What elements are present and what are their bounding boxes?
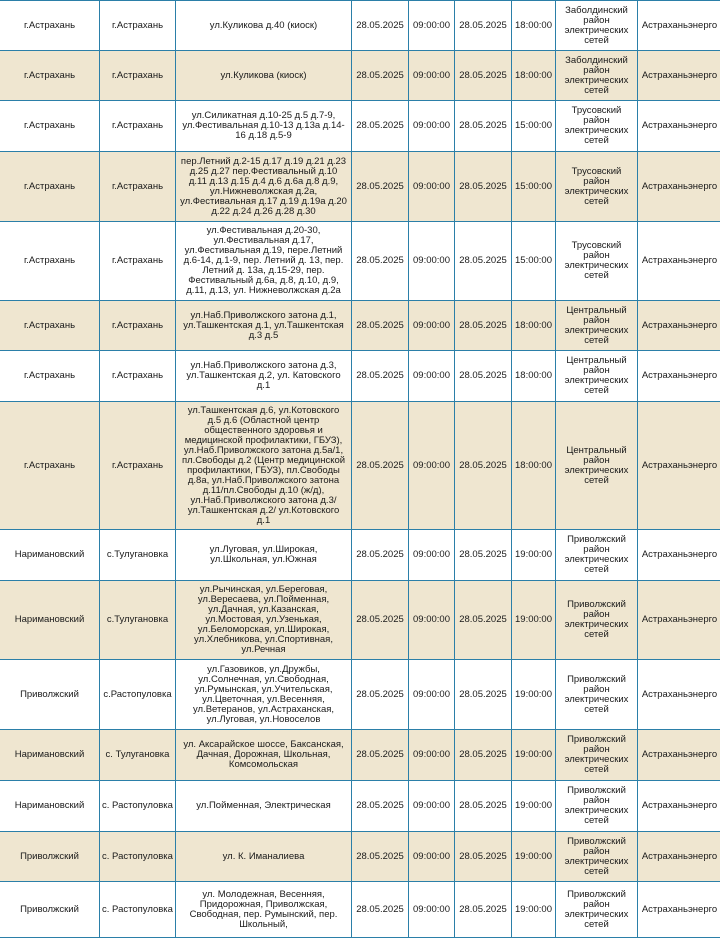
table-row (0, 832, 720, 882)
end-time-cell: 19:00:00 (512, 730, 556, 781)
district-cell: Приволжский (0, 882, 100, 938)
table-row (0, 660, 720, 730)
district-cell: г.Астрахань (0, 101, 100, 152)
settlement-cell: г.Астрахань (100, 51, 176, 101)
settlement-cell: г.Астрахань (100, 301, 176, 351)
org-cell: Астраханьэнерго (638, 301, 720, 351)
res-cell: Заболдинский район электрических сетей (556, 1, 638, 51)
district-cell: г.Астрахань (0, 51, 100, 101)
end-date-cell: 28.05.2025 (455, 882, 512, 938)
start-date-cell: 28.05.2025 (352, 882, 409, 938)
district-cell: г.Астрахань (0, 1, 100, 51)
res-cell: Приволжский район электрических сетей (556, 660, 638, 730)
address-cell: ул.Ташкентская д.6, ул.Котовского д.5 д.6 (Областной центр общественного здоровья и медицинской профилактики, ГБУЗ), ул.Наб.Приволжского затона д.5а/1, пл.Свободы д.2 (Центр медицинской профилактики, ГБУЗ), пл.Свободы д.8а, ул.Наб.Приволжского затона д.11/пл.Свободы д.10 (ж/д), ул.Наб.Приволжского затона д.3/ ул.Ташкентская д.2/ ул.Котовского д.1 (176, 402, 352, 530)
start-time-cell: 09:00:00 (409, 101, 455, 152)
address-cell: ул.Куликова д.40 (киоск) (176, 1, 352, 51)
end-time-cell: 18:00:00 (512, 402, 556, 530)
org-cell: Астраханьэнерго (638, 581, 720, 660)
address-cell: пер.Летний д.2-15 д.17 д.19 д.21 д.23 д.25 д.27 пер.Фестивальный д.10 д.11 д.13 д.15 д.4 д.6 д.6а д.8 д.9, ул.Нижневолжская д.2а, ул.Фестивальная д.17 д.19 д.19а д.20 д.22 д.24 д.26 д.28 д.30 (176, 152, 352, 222)
table-row (0, 581, 720, 660)
district-cell: Наримановский (0, 781, 100, 832)
start-time-cell: 09:00:00 (409, 530, 455, 581)
table-row (0, 222, 720, 301)
end-date-cell: 28.05.2025 (455, 222, 512, 301)
settlement-cell: с. Растопуловка (100, 781, 176, 832)
start-time-cell: 09:00:00 (409, 781, 455, 832)
settlement-cell: г.Астрахань (100, 351, 176, 402)
end-date-cell: 28.05.2025 (455, 351, 512, 402)
table-row (0, 101, 720, 152)
org-cell: Астраханьэнерго (638, 222, 720, 301)
end-time-cell: 18:00:00 (512, 1, 556, 51)
res-cell: Заболдинский район электрических сетей (556, 51, 638, 101)
settlement-cell: с.Тулугановка (100, 581, 176, 660)
res-cell: Приволжский район электрических сетей (556, 730, 638, 781)
start-time-cell: 09:00:00 (409, 402, 455, 530)
start-time-cell: 09:00:00 (409, 152, 455, 222)
end-date-cell: 28.05.2025 (455, 581, 512, 660)
table-row (0, 1, 720, 51)
address-cell: ул. К. Иманалиева (176, 832, 352, 882)
start-time-cell: 09:00:00 (409, 581, 455, 660)
address-cell: ул.Рычинская, ул.Береговая, ул.Вересаева, ул.Пойменная, ул.Дачная, ул.Казанская, ул.Мостовая, ул.Узенькая, ул.Беломорская, ул.Широкая, ул.Хлебникова, ул.Спортивная, ул.Речная (176, 581, 352, 660)
start-date-cell: 28.05.2025 (352, 581, 409, 660)
end-time-cell: 15:00:00 (512, 222, 556, 301)
start-time-cell: 09:00:00 (409, 351, 455, 402)
district-cell: Наримановский (0, 581, 100, 660)
res-cell: Трусовский район электрических сетей (556, 152, 638, 222)
end-date-cell: 28.05.2025 (455, 1, 512, 51)
settlement-cell: с. Растопуловка (100, 882, 176, 938)
end-time-cell: 18:00:00 (512, 301, 556, 351)
end-date-cell: 28.05.2025 (455, 152, 512, 222)
start-time-cell: 09:00:00 (409, 882, 455, 938)
end-time-cell: 15:00:00 (512, 152, 556, 222)
settlement-cell: г.Астрахань (100, 152, 176, 222)
end-date-cell: 28.05.2025 (455, 832, 512, 882)
table-row (0, 402, 720, 530)
address-cell: ул. Молодежная, Весенняя, Придорожная, Приволжская, Свободная, пер. Румынский, пер. Школьный, (176, 882, 352, 938)
res-cell: Приволжский район электрических сетей (556, 882, 638, 938)
org-cell: Астраханьэнерго (638, 781, 720, 832)
res-cell: Приволжский район электрических сетей (556, 530, 638, 581)
table-row (0, 882, 720, 938)
end-time-cell: 19:00:00 (512, 530, 556, 581)
district-cell: г.Астрахань (0, 301, 100, 351)
table-row (0, 781, 720, 832)
end-time-cell: 18:00:00 (512, 51, 556, 101)
org-cell: Астраханьэнерго (638, 660, 720, 730)
end-date-cell: 28.05.2025 (455, 660, 512, 730)
org-cell: Астраханьэнерго (638, 101, 720, 152)
district-cell: г.Астрахань (0, 222, 100, 301)
address-cell: ул.Луговая, ул.Широкая, ул.Школьная, ул.Южная (176, 530, 352, 581)
org-cell: Астраханьэнерго (638, 351, 720, 402)
start-date-cell: 28.05.2025 (352, 51, 409, 101)
org-cell: Астраханьэнерго (638, 152, 720, 222)
start-time-cell: 09:00:00 (409, 660, 455, 730)
settlement-cell: с. Тулугановка (100, 730, 176, 781)
table-row (0, 730, 720, 781)
district-cell: Наримановский (0, 730, 100, 781)
start-date-cell: 28.05.2025 (352, 101, 409, 152)
res-cell: Центральный район электрических сетей (556, 402, 638, 530)
start-date-cell: 28.05.2025 (352, 781, 409, 832)
address-cell: ул.Наб.Приволжского затона д.1, ул.Ташкентская д.1, ул.Ташкентская д.3 д.5 (176, 301, 352, 351)
org-cell: Астраханьэнерго (638, 882, 720, 938)
start-time-cell: 09:00:00 (409, 832, 455, 882)
res-cell: Приволжский район электрических сетей (556, 781, 638, 832)
end-time-cell: 19:00:00 (512, 660, 556, 730)
start-date-cell: 28.05.2025 (352, 222, 409, 301)
res-cell: Центральный район электрических сетей (556, 301, 638, 351)
end-date-cell: 28.05.2025 (455, 730, 512, 781)
org-cell: Астраханьэнерго (638, 402, 720, 530)
settlement-cell: с. Растопуловка (100, 832, 176, 882)
start-time-cell: 09:00:00 (409, 301, 455, 351)
res-cell: Приволжский район электрических сетей (556, 581, 638, 660)
address-cell: ул.Газовиков, ул.Дружбы, ул.Солнечная, ул.Свободная, ул.Румынская, ул.Учительская, ул.Цветочная, ул.Весенняя, ул.Ветеранов, ул.Астраханская, ул.Луговая, ул.Новоселов (176, 660, 352, 730)
start-date-cell: 28.05.2025 (352, 832, 409, 882)
start-date-cell: 28.05.2025 (352, 301, 409, 351)
district-cell: г.Астрахань (0, 351, 100, 402)
end-time-cell: 19:00:00 (512, 781, 556, 832)
org-cell: Астраханьэнерго (638, 832, 720, 882)
start-time-cell: 09:00:00 (409, 730, 455, 781)
end-time-cell: 18:00:00 (512, 351, 556, 402)
org-cell: Астраханьэнерго (638, 730, 720, 781)
start-date-cell: 28.05.2025 (352, 402, 409, 530)
address-cell: ул.Наб.Приволжского затона д.3, ул.Ташкентская д.2, ул. Катовского д.1 (176, 351, 352, 402)
end-date-cell: 28.05.2025 (455, 781, 512, 832)
end-date-cell: 28.05.2025 (455, 530, 512, 581)
table-row (0, 51, 720, 101)
start-date-cell: 28.05.2025 (352, 730, 409, 781)
table-row (0, 301, 720, 351)
start-date-cell: 28.05.2025 (352, 660, 409, 730)
district-cell: Приволжский (0, 832, 100, 882)
settlement-cell: с.Растопуловка (100, 660, 176, 730)
res-cell: Трусовский район электрических сетей (556, 222, 638, 301)
settlement-cell: г.Астрахань (100, 402, 176, 530)
end-date-cell: 28.05.2025 (455, 301, 512, 351)
start-time-cell: 09:00:00 (409, 51, 455, 101)
res-cell: Трусовский район электрических сетей (556, 101, 638, 152)
settlement-cell: г.Астрахань (100, 222, 176, 301)
settlement-cell: г.Астрахань (100, 1, 176, 51)
end-date-cell: 28.05.2025 (455, 402, 512, 530)
org-cell: Астраханьэнерго (638, 51, 720, 101)
end-time-cell: 19:00:00 (512, 832, 556, 882)
org-cell: Астраханьэнерго (638, 530, 720, 581)
end-date-cell: 28.05.2025 (455, 101, 512, 152)
address-cell: ул. Аксарайское шоссе, Баксанская, Дачная, Дорожная, Школьная, Комсомольская (176, 730, 352, 781)
district-cell: г.Астрахань (0, 152, 100, 222)
address-cell: ул.Силикатная д.10-25 д.5 д.7-9, ул.Фестивальная д.10-13 д.13а д.14-16 д.18 д.5-9 (176, 101, 352, 152)
address-cell: ул.Фестивальная д.20-30, ул.Фестивальная д.17, ул.Фестивальная д.19, пере.Летний д.6-14, д.1-9, пер. Летний д. 13, пер. Летний д. 13а, д.15-29, пер. Фестивальный д.6а, д.8, д.10, д.9, д.11, д.13, ул. Нижневолжская д.2а (176, 222, 352, 301)
res-cell: Приволжский район электрических сетей (556, 832, 638, 882)
end-time-cell: 19:00:00 (512, 581, 556, 660)
start-date-cell: 28.05.2025 (352, 152, 409, 222)
address-cell: ул.Куликова (киоск) (176, 51, 352, 101)
district-cell: Наримановский (0, 530, 100, 581)
end-date-cell: 28.05.2025 (455, 51, 512, 101)
table-row (0, 152, 720, 222)
start-time-cell: 09:00:00 (409, 1, 455, 51)
district-cell: Приволжский (0, 660, 100, 730)
start-time-cell: 09:00:00 (409, 222, 455, 301)
org-cell: Астраханьэнерго (638, 1, 720, 51)
start-date-cell: 28.05.2025 (352, 1, 409, 51)
table-row (0, 351, 720, 402)
address-cell: ул.Пойменная, Электрическая (176, 781, 352, 832)
end-time-cell: 15:00:00 (512, 101, 556, 152)
table-body (0, 1, 720, 938)
settlement-cell: г.Астрахань (100, 101, 176, 152)
district-cell: г.Астрахань (0, 402, 100, 530)
table-row (0, 530, 720, 581)
end-time-cell: 19:00:00 (512, 882, 556, 938)
start-date-cell: 28.05.2025 (352, 530, 409, 581)
settlement-cell: с.Тулугановка (100, 530, 176, 581)
start-date-cell: 28.05.2025 (352, 351, 409, 402)
res-cell: Центральный район электрических сетей (556, 351, 638, 402)
